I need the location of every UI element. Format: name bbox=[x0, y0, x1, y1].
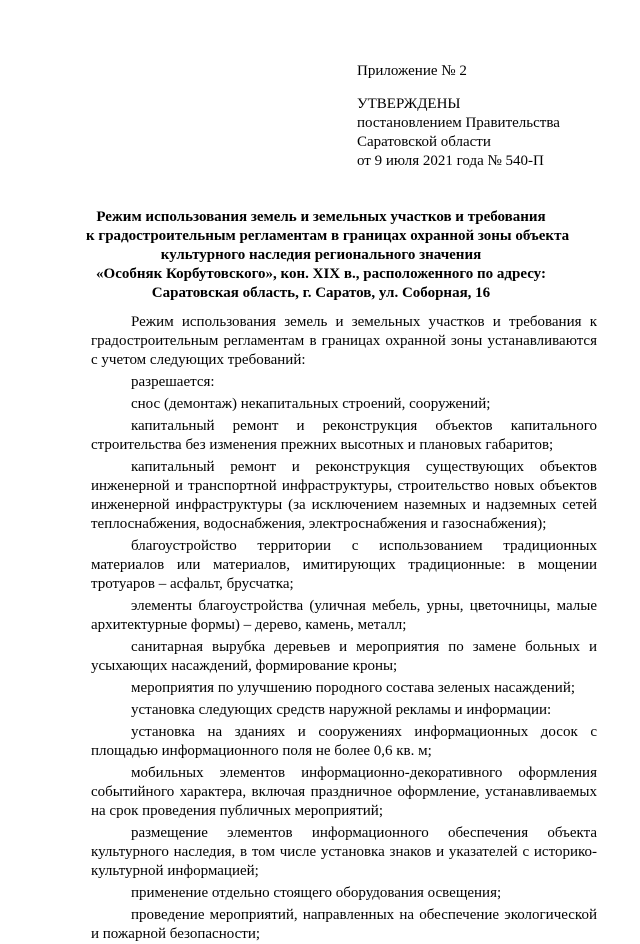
paragraph: капитальный ремонт и реконструкция объектов капитального строительства без изменения прежних высотных и плановых габаритов; bbox=[91, 418, 597, 453]
paragraph: элементы благоустройства (уличная мебель, урны, цветочницы, малые архитектурные формы) – дерево, камень, металл; bbox=[91, 598, 597, 633]
paragraph: установка на зданиях и сооружениях информационных досок с площадью информационного поля не более 0,6 кв. м; bbox=[91, 724, 597, 759]
approved-label: УТВЕРЖДЕНЫ bbox=[357, 96, 461, 112]
title-line-3: культурного наследия регионального значения bbox=[160, 247, 482, 263]
document-body bbox=[91, 313, 597, 944]
approval-line-2: Саратовской области bbox=[357, 134, 491, 150]
paragraph: размещение элементов информационного обеспечения объекта культурного наследия, в том числе установка знаков и указателей с историко-культурной информацией; bbox=[91, 825, 597, 879]
title-line-5: Саратовская область, г. Саратов, ул. Соборная, 16 bbox=[151, 285, 491, 301]
paragraph: применение отдельно стоящего оборудования освещения; bbox=[131, 885, 502, 901]
paragraph: проведение мероприятий, направленных на обеспечение экологической и пожарной безопасности; bbox=[91, 907, 597, 942]
paragraph: Режим использования земель и земельных участков и требования к градостроительным регламентам в границах охранной зоны устанавливаются с учетом следующих требований: bbox=[91, 314, 597, 368]
paragraph: разрешается: bbox=[131, 374, 215, 390]
paragraph: капитальный ремонт и реконструкция существующих объектов инженерной и транспортной инфраструктуры, строительство новых объектов инженерной инфраструктуры (за исключением наземных и надземных сетей теплоснабжения, водоснабжения, электроснабжения и газоснабжения); bbox=[91, 459, 597, 532]
paragraph: санитарная вырубка деревьев и мероприятия по замене больных и усыхающих насаждений, формирование кроны; bbox=[91, 639, 597, 674]
approval-block bbox=[357, 62, 617, 171]
paragraph: установка следующих средств наружной рекламы и информации: bbox=[131, 702, 552, 718]
paragraph: снос (демонтаж) некапитальных строений, сооружений; bbox=[131, 396, 491, 412]
title-line-4: «Особняк Корбутовского», кон. XIX в., расположенного по адресу: bbox=[96, 266, 546, 282]
paragraph: мобильных элементов информационно-декоративного оформления событийного характера, включая праздничное оформление, устанавливаемых на срок проведения публичных мероприятий; bbox=[91, 765, 597, 819]
document-title bbox=[86, 208, 570, 303]
annex-label: Приложение № 2 bbox=[357, 63, 467, 79]
title-line-1: Режим использования земель и земельных участков и требования bbox=[96, 209, 546, 225]
paragraph: мероприятия по улучшению породного состава зеленых насаждений; bbox=[131, 680, 576, 696]
approval-line-3: от 9 июля 2021 года № 540-П bbox=[357, 153, 544, 169]
title-line-2: к градостроительным регламентам в границах охранной зоны объекта bbox=[86, 228, 570, 244]
paragraph: благоустройство территории с использованием традиционных материалов или материалов, имитирующих традиционные: в мощении тротуаров – асфальт, брусчатка; bbox=[91, 538, 597, 592]
approval-line-1: постановлением Правительства bbox=[357, 115, 560, 131]
